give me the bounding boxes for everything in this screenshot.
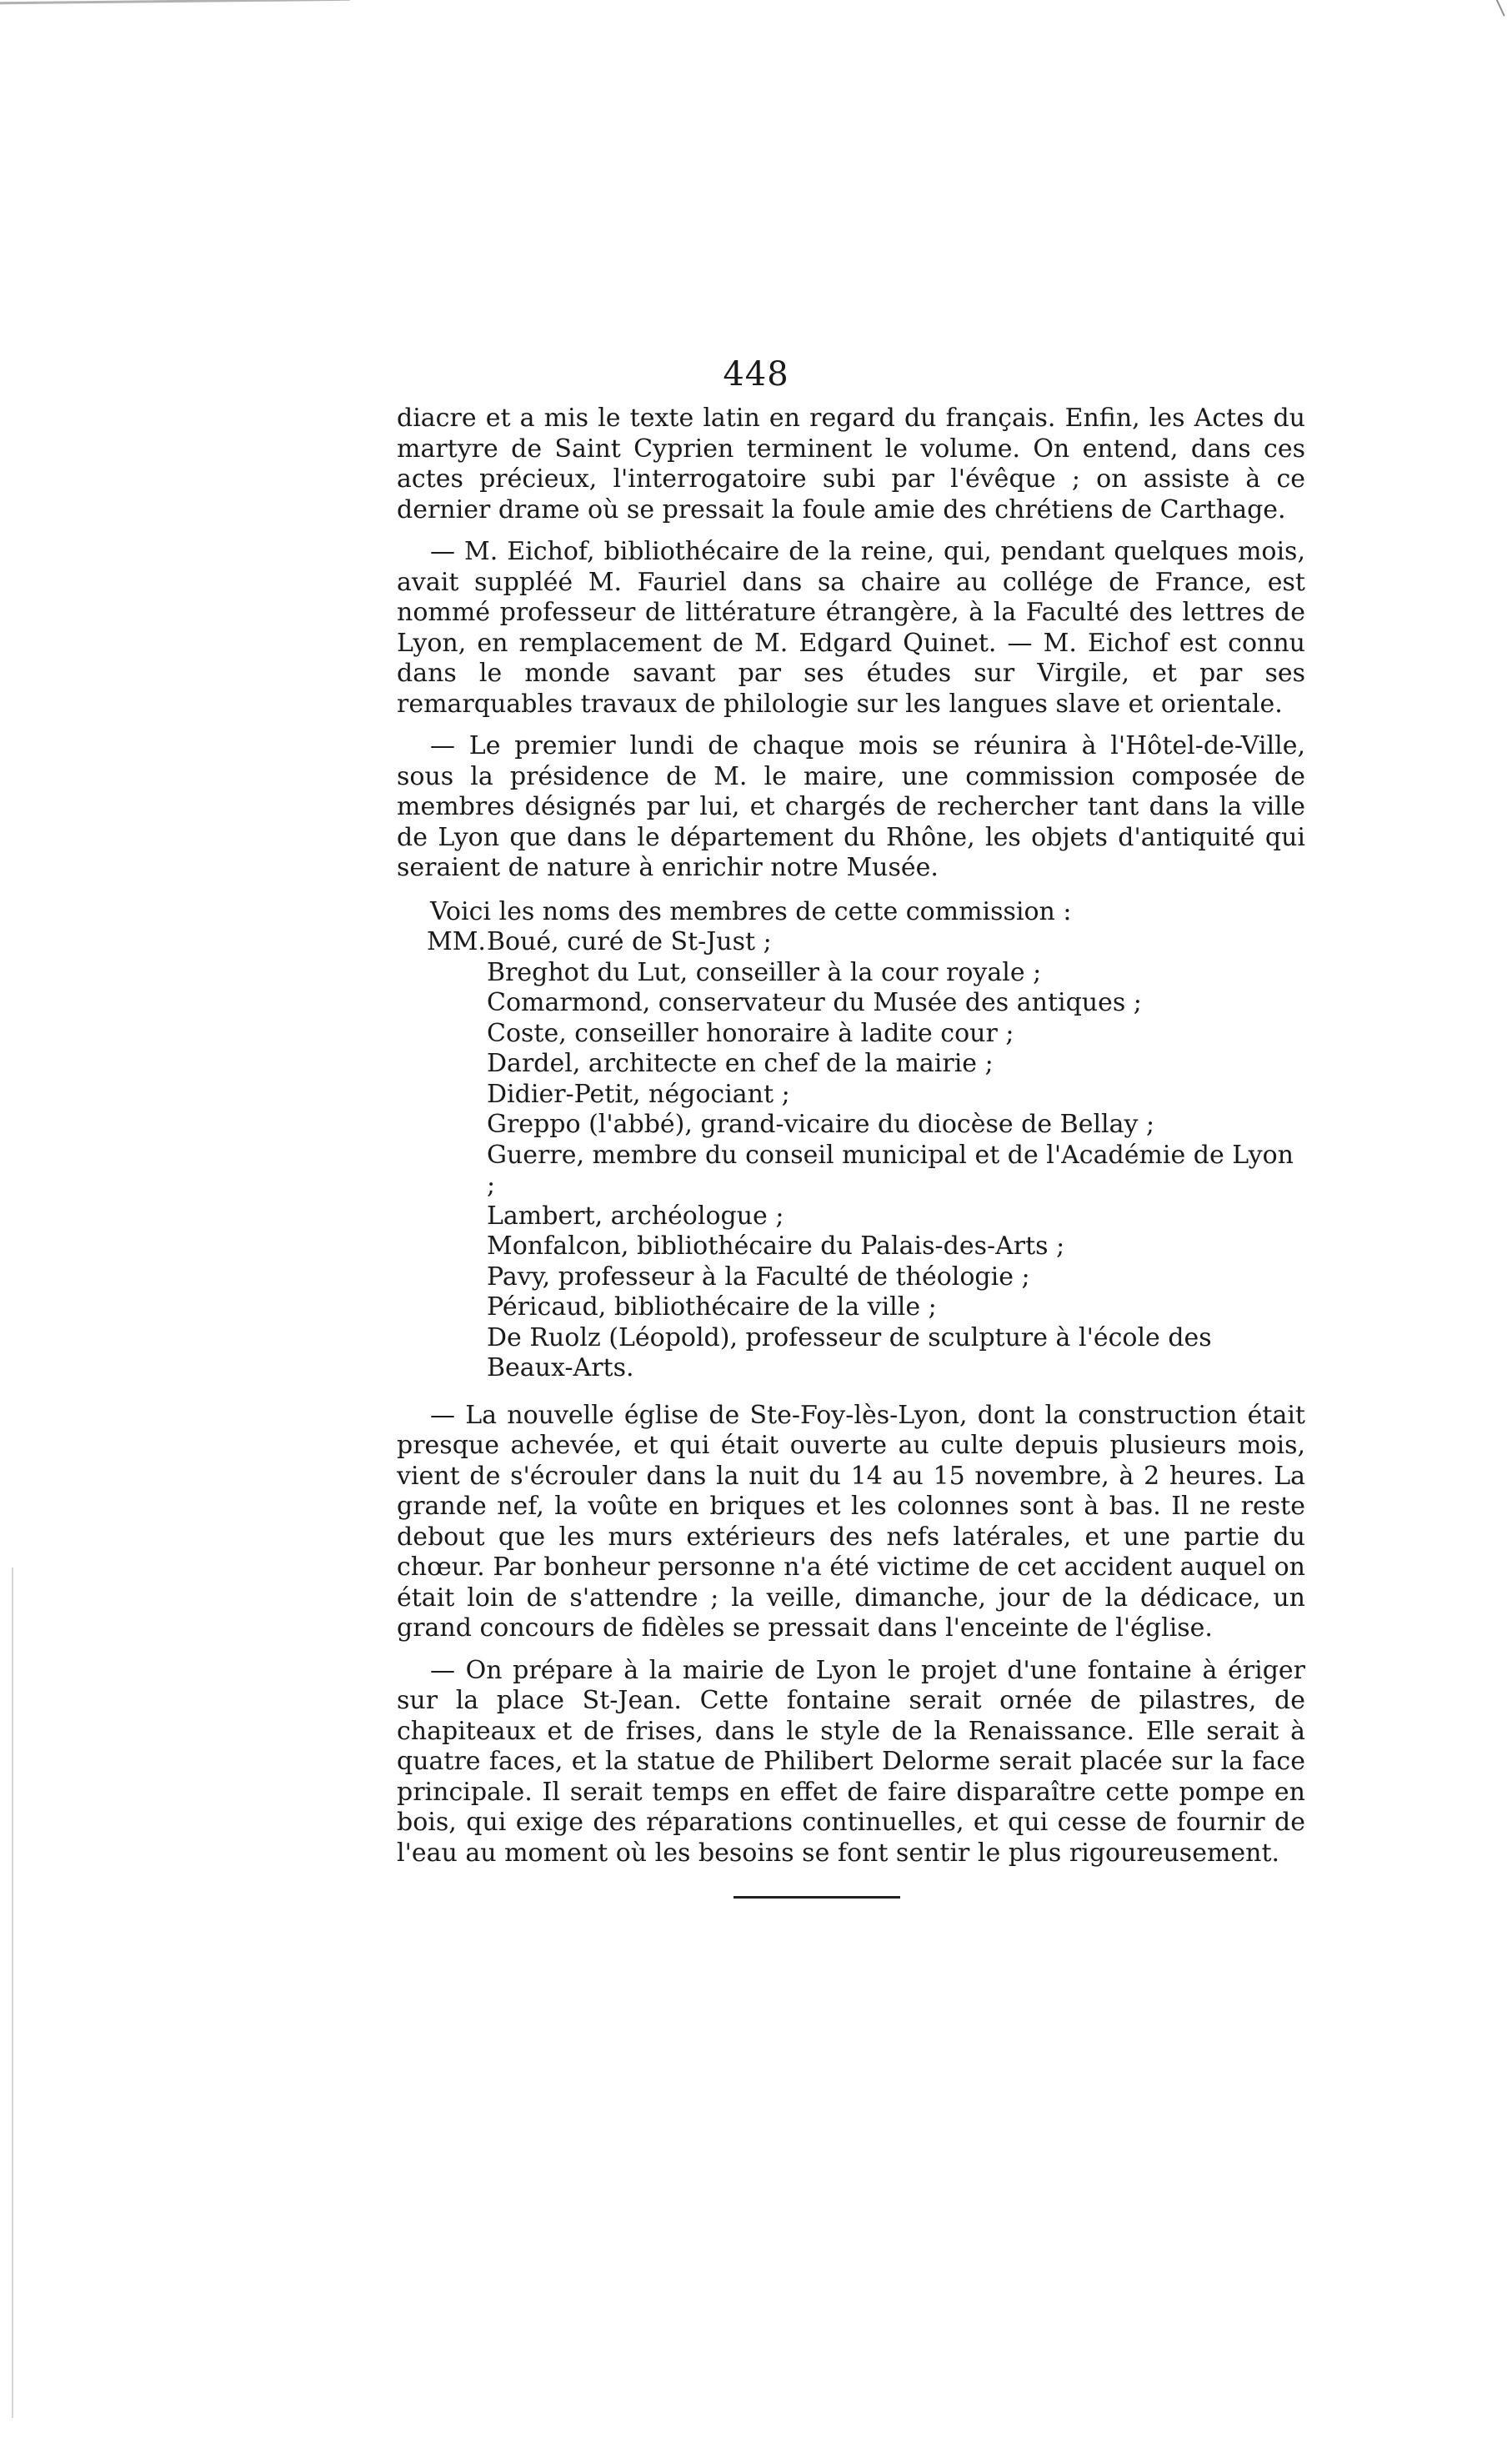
- commission-list-intro: Voici les noms des membres de cette commission :: [430, 896, 1072, 926]
- paragraph-commission: — Le premier lundi de chaque mois se réunira à l'Hôtel-de-Ville, sous la présidence de M. le maire, une commission composée de membres désignés par lui, et chargés de rechercher tant dans la ville de Lyon que dans le département du Rhône, les objets d'antiquité qui seraient de nature à enrichir notre Musée.: [397, 731, 1305, 882]
- member-item: Monfalcon, bibliothécaire du Palais-des-Arts ;: [487, 1232, 1065, 1261]
- member-item: MM. Boué, curé de St-Just ;: [427, 927, 772, 956]
- member-item: Péricaud, bibliothécaire de la ville ;: [487, 1292, 937, 1322]
- member-item: Dardel, architecte en chef de la mairie ;: [487, 1049, 994, 1078]
- member-item: Pavy, professeur à la Faculté de théologie ;: [487, 1262, 1030, 1292]
- scan-artifact-left-edge: [12, 1568, 13, 2418]
- paragraph-saint-cyprien: diacre et a mis le texte latin en regard du français. Enfin, les Actes du martyre de Saint Cyprien terminent le volume. On entend, dans ces actes précieux, l'interrogatoire subi par l'évêque ; on assiste à ce dernier drame où se pressait la foule amie des chrétiens de Carthage.: [397, 404, 1305, 524]
- paragraph-ste-foy-church: — La nouvelle église de Ste-Foy-lès-Lyon, dont la construction était presque achevée, et qui était ouverte au culte depuis plusieurs mois, vient de s'écrouler dans la nuit du 14 au 15 novembre, à 2 heures. La grande nef, la voûte en briques et les colonnes sont à bas. Il ne reste debout que les murs extérieurs des nefs latérales, et une partie du chœur. Par bonheur personne n'a été victime de cet accident auquel on était loin de s'attendre ; la veille, dimanche, jour de la dédicace, un grand concours de fidèles se pressait dans l'enceinte de l'église.: [397, 1400, 1305, 1643]
- body-text: [397, 404, 1305, 1869]
- commission-members-list: [397, 927, 1305, 1384]
- member-item: Breghot du Lut, conseiller à la cour royale ;: [487, 957, 1042, 987]
- member-item: De Ruolz (Léopold), professeur de sculpture à l'école des Beaux-Arts.: [487, 1322, 1212, 1382]
- member-item: Coste, conseiller honoraire à ladite cour ;: [487, 1018, 1014, 1048]
- member-item: Guerre, membre du conseil municipal et de l'Académie de Lyon ;: [487, 1140, 1294, 1200]
- member-item: Comarmond, conservateur du Musée des antiques ;: [487, 988, 1142, 1017]
- members-prefix: MM.: [427, 927, 486, 956]
- end-rule-divider: [733, 1896, 900, 1899]
- scan-artifact-corner: [1482, 0, 1504, 23]
- paragraph-fountain: — On prépare à la mairie de Lyon le projet d'une fontaine à ériger sur la place St-Jean. Cette fontaine serait ornée de pilastres, de chapiteaux et de frises, dans le style de la Renaissance. Elle serait à quatre faces, et la statue de Philibert Delorme serait placée sur la face principale. Il serait temps en effet de faire disparaître cette pompe en bois, qui exige des réparations continuelles, et qui cesse de fournir de l'eau au moment où les besoins se font sentir le plus rigoureusement.: [397, 1655, 1305, 1868]
- paragraph-eichof: — M. Eichof, bibliothécaire de la reine, qui, pendant quelques mois, avait suppléé M. Fauriel dans sa chaire au collége de France, est nommé professeur de littérature étrangère, à la Faculté des lettres de Lyon, en remplacement de M. Edgard Quinet. — M. Eichof est connu dans le monde savant par ses études sur Virgile, et par ses remarquables travaux de philologie sur les langues slave et orientale.: [397, 537, 1305, 719]
- page-number: 448: [723, 355, 789, 394]
- scan-artifact-top: [0, 0, 350, 38]
- member-item: Didier-Petit, négociant ;: [487, 1079, 790, 1109]
- member-item: Lambert, archéologue ;: [487, 1201, 784, 1231]
- member-item: Greppo (l'abbé), grand-vicaire du diocèse de Bellay ;: [487, 1110, 1155, 1139]
